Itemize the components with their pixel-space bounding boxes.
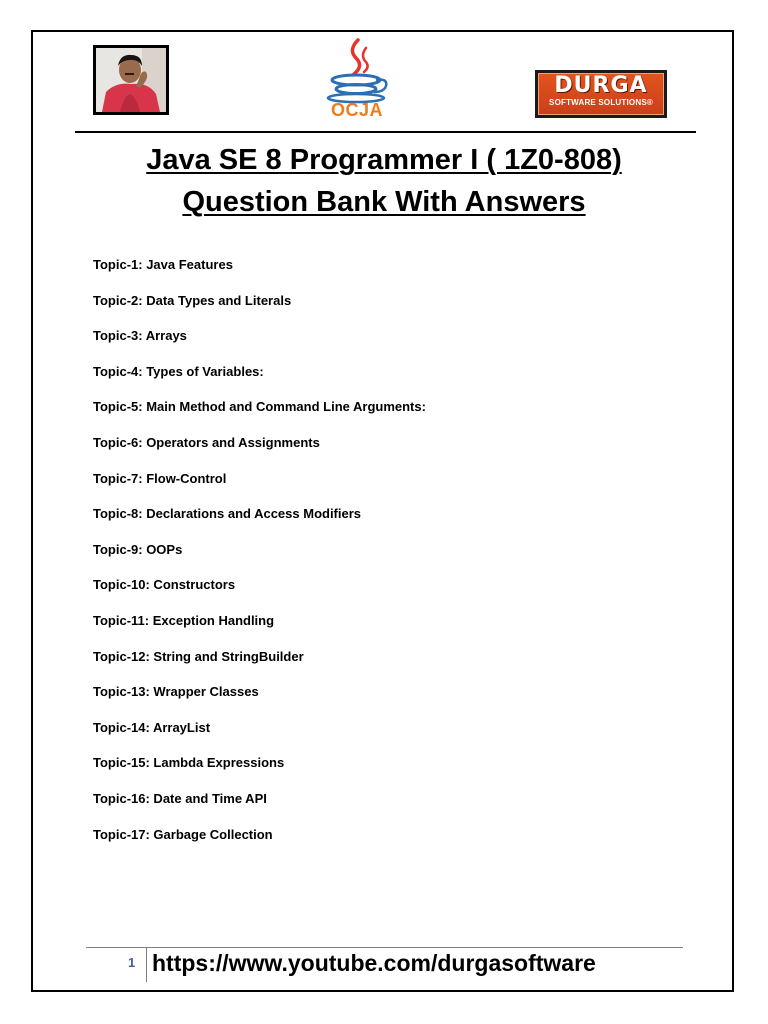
durga-logo-panel (538, 73, 664, 115)
topic-item: Topic-7: Flow-Control (93, 470, 227, 486)
footer-url-link[interactable]: https://www.youtube.com/durgasoftware (152, 950, 596, 976)
topic-item: Topic-2: Data Types and Literals (93, 292, 292, 308)
topic-item: Topic-11: Exception Handling (93, 612, 275, 628)
topic-list (93, 256, 426, 861)
topic-item: Topic-4: Types of Variables: (93, 363, 264, 379)
durga-logo-name: DURGA (554, 73, 648, 98)
topic-item: Topic-10: Constructors (93, 577, 236, 593)
topic-item: Topic-13: Wrapper Classes (93, 684, 259, 700)
ocja-logo-text: OCJA (330, 100, 383, 120)
durga-software-logo (535, 70, 667, 118)
topic-item: Topic-8: Declarations and Access Modifiers (93, 506, 362, 522)
document-title-line-2: Question Bank With Answers (182, 186, 586, 218)
durga-logo-tagline: SOFTWARE SOLUTIONS® (549, 98, 653, 107)
topic-item: Topic-3: Arrays (93, 328, 187, 344)
document-title-line-1: Java SE 8 Programmer I ( 1Z0-808) (146, 144, 622, 176)
topic-item: Topic-5: Main Method and Command Line Arguments: (93, 399, 426, 415)
author-photo (93, 45, 169, 115)
topic-item: Topic-17: Garbage Collection (93, 826, 273, 842)
topic-item: Topic-14: ArrayList (93, 719, 211, 735)
topic-item: Topic-9: OOPs (93, 541, 183, 557)
header-divider (75, 131, 696, 133)
topic-item: Topic-12: String and StringBuilder (93, 648, 304, 664)
topic-item: Topic-6: Operators and Assignments (93, 434, 320, 450)
page-number: 1 (128, 955, 136, 970)
footer-divider (86, 947, 683, 948)
footer-vertical-divider (146, 948, 147, 982)
topic-item: Topic-15: Lambda Expressions (93, 755, 285, 771)
topic-item: Topic-1: Java Features (93, 257, 233, 272)
topic-item: Topic-16: Date and Time API (93, 790, 267, 806)
